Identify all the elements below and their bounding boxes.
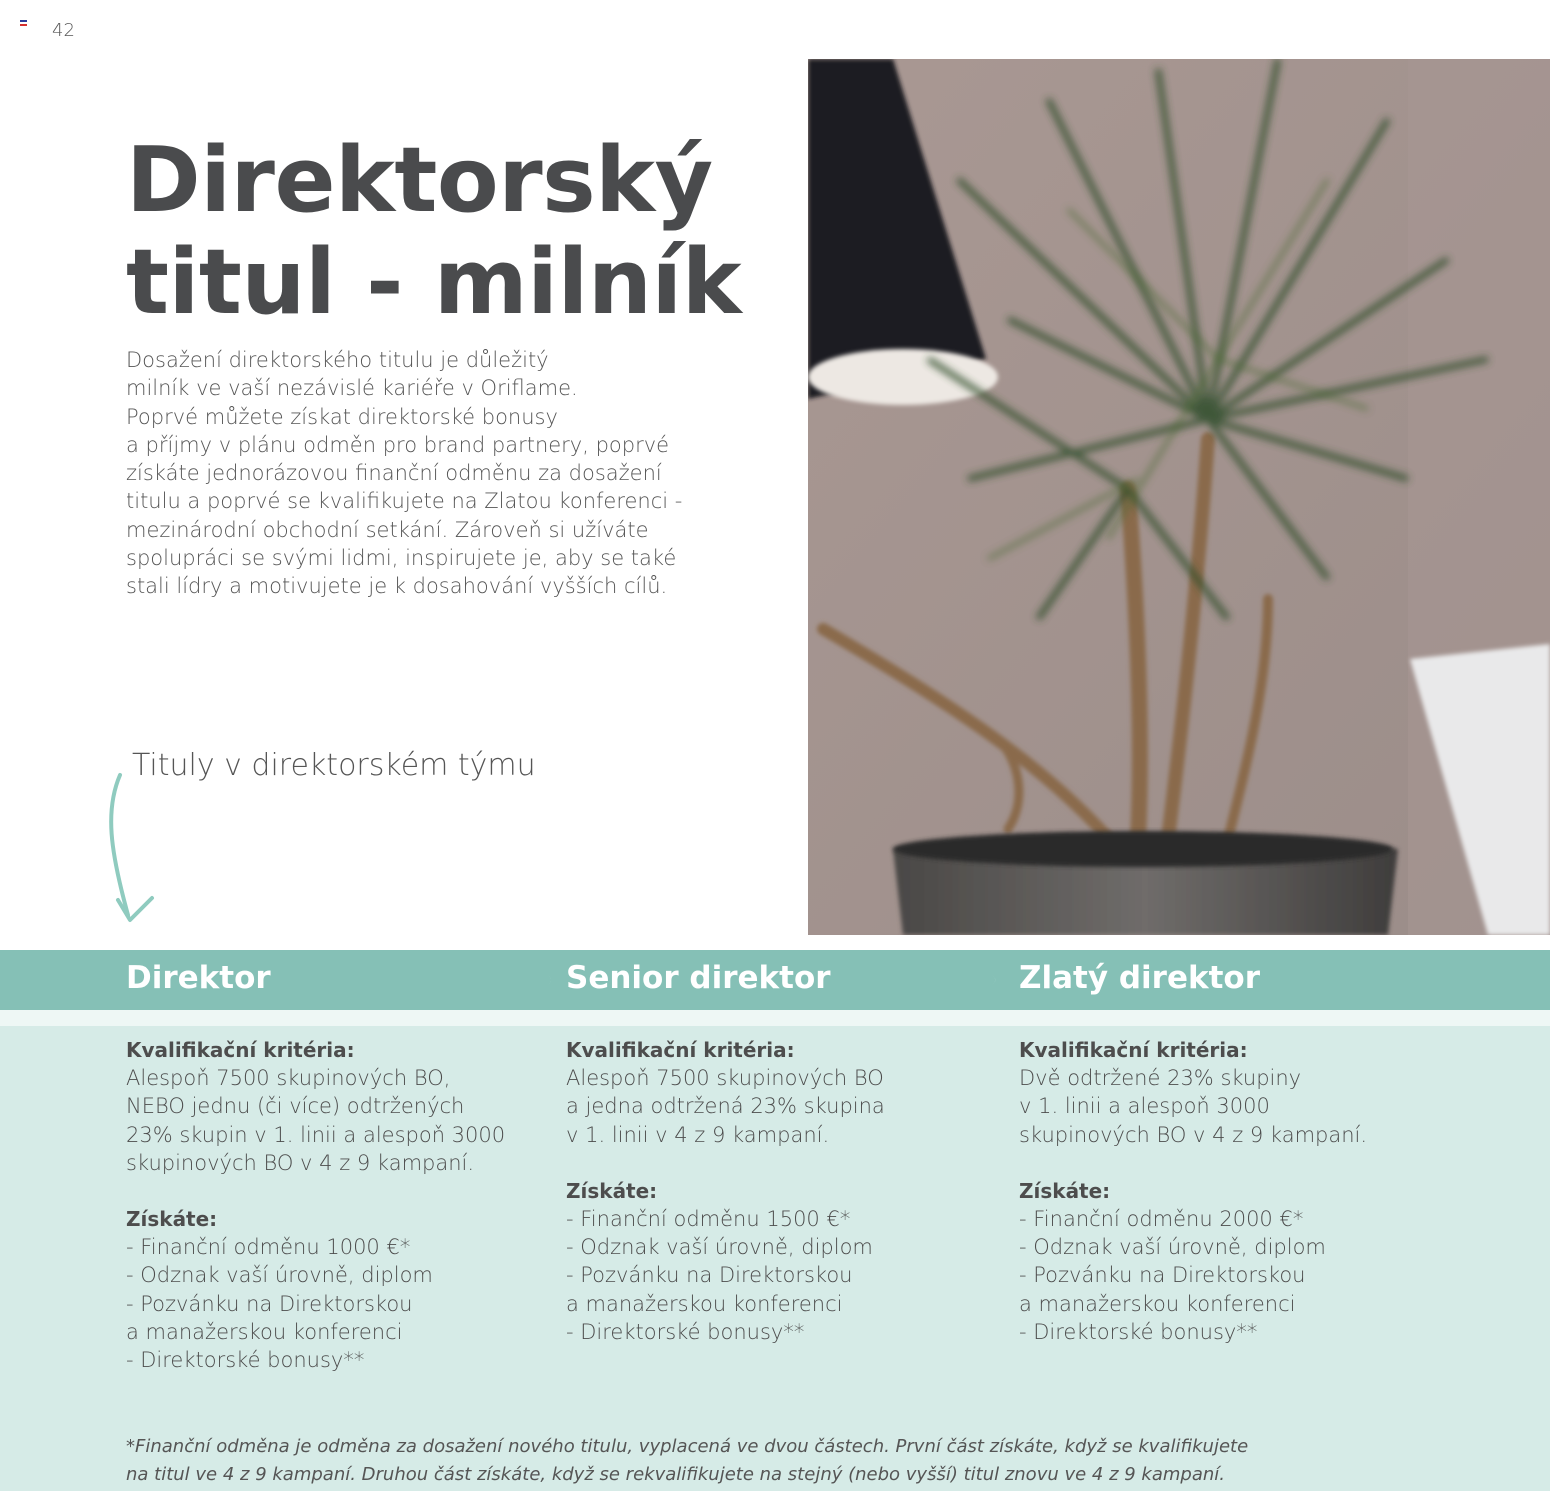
page-number: 42 <box>52 20 75 41</box>
benefits-heading: Získáte: <box>566 1178 658 1203</box>
criteria-text: Alespoň 7500 skupinových BO, NEBO jednu (či více) odtržených 23% skupin v 1. linii a alespoň 3000 skupinových BO v 4 z 9 kampaní. <box>126 1066 506 1175</box>
benefits-heading: Získáte: <box>1019 1178 1111 1203</box>
benefits-list: - Finanční odměnu 2000 €* - Odznak vaší úrovně, diplom - Pozvánku na Direktorskou a manažerskou konferenci - Direktorské bonusy** <box>1019 1207 1326 1344</box>
criteria-heading: Kvalifikační kritéria: <box>566 1038 795 1062</box>
criteria-heading: Kvalifikační kritéria: <box>1019 1038 1248 1062</box>
column-direktor <box>126 1036 505 1374</box>
plant-photo <box>808 59 1550 935</box>
language-flag-icon <box>20 20 27 26</box>
section-subtitle: Tituly v direktorském týmu <box>132 748 536 783</box>
page-title: Direktorský titul - milník <box>126 128 742 335</box>
title-name-senior-direktor: Senior direktor <box>566 960 831 996</box>
footnote: *Finanční odměna je odměna za dosažení nového titulu, vyplacená ve dvou částech. První část získáte, když se kvalifikujete na titul ve 4 z 9 kampaní. Druhou část získáte, když se rekvalifikujete na stejný (nebo vyšší) titul znovu ve 4 z 9 kampaní. <box>126 1436 1249 1485</box>
intro-paragraph: Dosažení direktorského titulu je důležitý milník ve vaší nezávislé kariéře v Oriflame. Poprvé můžete získat direktorské bonusy a příjmy v plánu odměn pro brand partnery, poprvé získáte jednorázovou finanční odměnu za dosažení titulu a poprvé se kvalifikujete na Zlatou konferenci - mezinárodní obchodní setkání. Zároveň si užíváte spolupráci se svými lidmi, inspirujete je, aby se také stali lídry a motivujete je k dosahování vyšších cílů. <box>126 348 683 599</box>
curved-arrow-icon <box>100 770 170 930</box>
benefits-heading: Získáte: <box>126 1207 218 1232</box>
band-divider <box>0 1010 1550 1026</box>
criteria-heading: Kvalifikační kritéria: <box>126 1038 355 1062</box>
criteria-text: Alespoň 7500 skupinových BO a jedna odtržená 23% skupina v 1. linii v 4 z 9 kampaní. <box>566 1066 885 1147</box>
column-senior-direktor <box>566 1036 885 1346</box>
title-name-zlaty-direktor: Zlatý direktor <box>1019 960 1260 996</box>
criteria-text: Dvě odtržené 23% skupiny v 1. linii a alespoň 3000 skupinových BO v 4 z 9 kampaní. <box>1019 1066 1368 1147</box>
benefits-list: - Finanční odměnu 1000 €* - Odznak vaší úrovně, diplom - Pozvánku na Direktorskou a manažerskou konferenci - Direktorské bonusy** <box>126 1235 433 1373</box>
column-zlaty-direktor <box>1019 1036 1367 1346</box>
title-name-direktor: Direktor <box>126 960 271 996</box>
chevron-notch-icon <box>974 950 998 1010</box>
benefits-list: - Finanční odměnu 1500 €* - Odznak vaší úrovně, diplom - Pozvánku na Direktorskou a manažerskou konferenci - Direktorské bonusy** <box>566 1207 873 1344</box>
chevron-notch-icon <box>530 950 554 1010</box>
